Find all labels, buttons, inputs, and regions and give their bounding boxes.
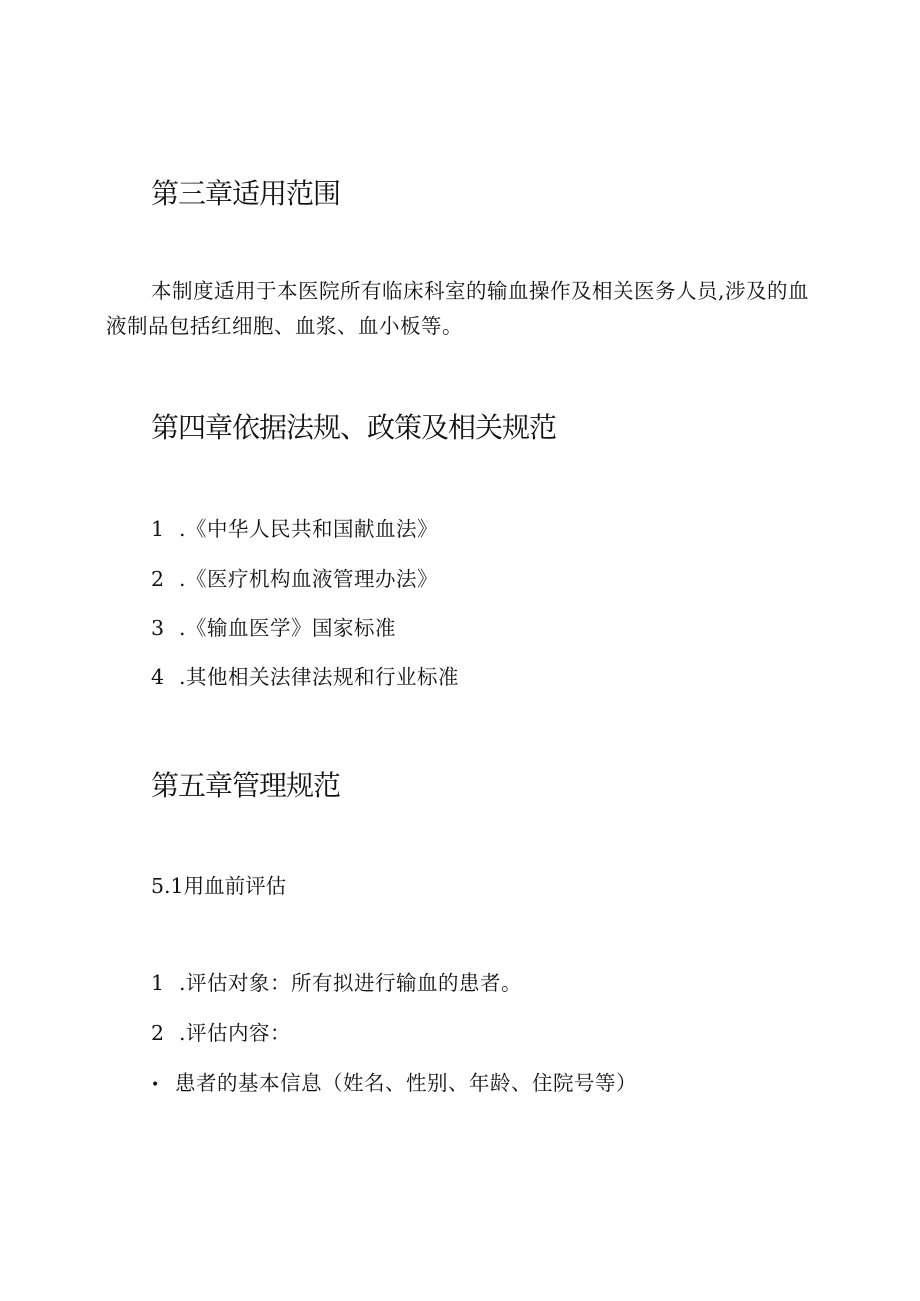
list-item (151, 1019, 291, 1047)
section-5-1-title: 5.1用血前评估 (151, 874, 287, 898)
list-item-number: 2 (151, 567, 165, 591)
list-item-text: .评估对象：所有拟进行输血的患者。 (179, 971, 523, 995)
list-item (151, 663, 459, 691)
list-item-number: 1 (151, 517, 165, 541)
list-item-text: .《输血医学》国家标准 (179, 616, 397, 640)
chapter-3-title: 第三章适用范围 (151, 177, 341, 210)
chapter-5-title: 第五章管理规范 (151, 769, 341, 802)
list-item-number: 2 (151, 1021, 165, 1045)
list-item-number: 3 (151, 616, 165, 640)
chapter-4-title: 第四章依据法规、政策及相关规范 (151, 411, 557, 444)
list-item-text: .《医疗机构血液管理办法》 (179, 567, 439, 591)
bullet-item (151, 1069, 637, 1099)
list-item (151, 565, 438, 593)
chapter-3-paragraph: 本制度适用于本医院所有临床科室的输血操作及相关医务人员,涉及的血液制品包括红细胞、血浆、血小板等。 (106, 279, 810, 338)
list-item (151, 614, 396, 642)
list-item-text: .《中华人民共和国献血法》 (179, 517, 439, 541)
list-item (151, 515, 438, 543)
bullet-icon: • (151, 1076, 160, 1093)
list-item-text: .评估内容： (179, 1021, 292, 1045)
list-item-text: .其他相关法律法规和行业标准 (179, 665, 460, 689)
list-item (151, 969, 522, 997)
bullet-item-text: 患者的基本信息（姓名、性别、年龄、住院号等） (175, 1071, 637, 1095)
list-item-number: 4 (151, 665, 165, 689)
list-item-number: 1 (151, 971, 165, 995)
